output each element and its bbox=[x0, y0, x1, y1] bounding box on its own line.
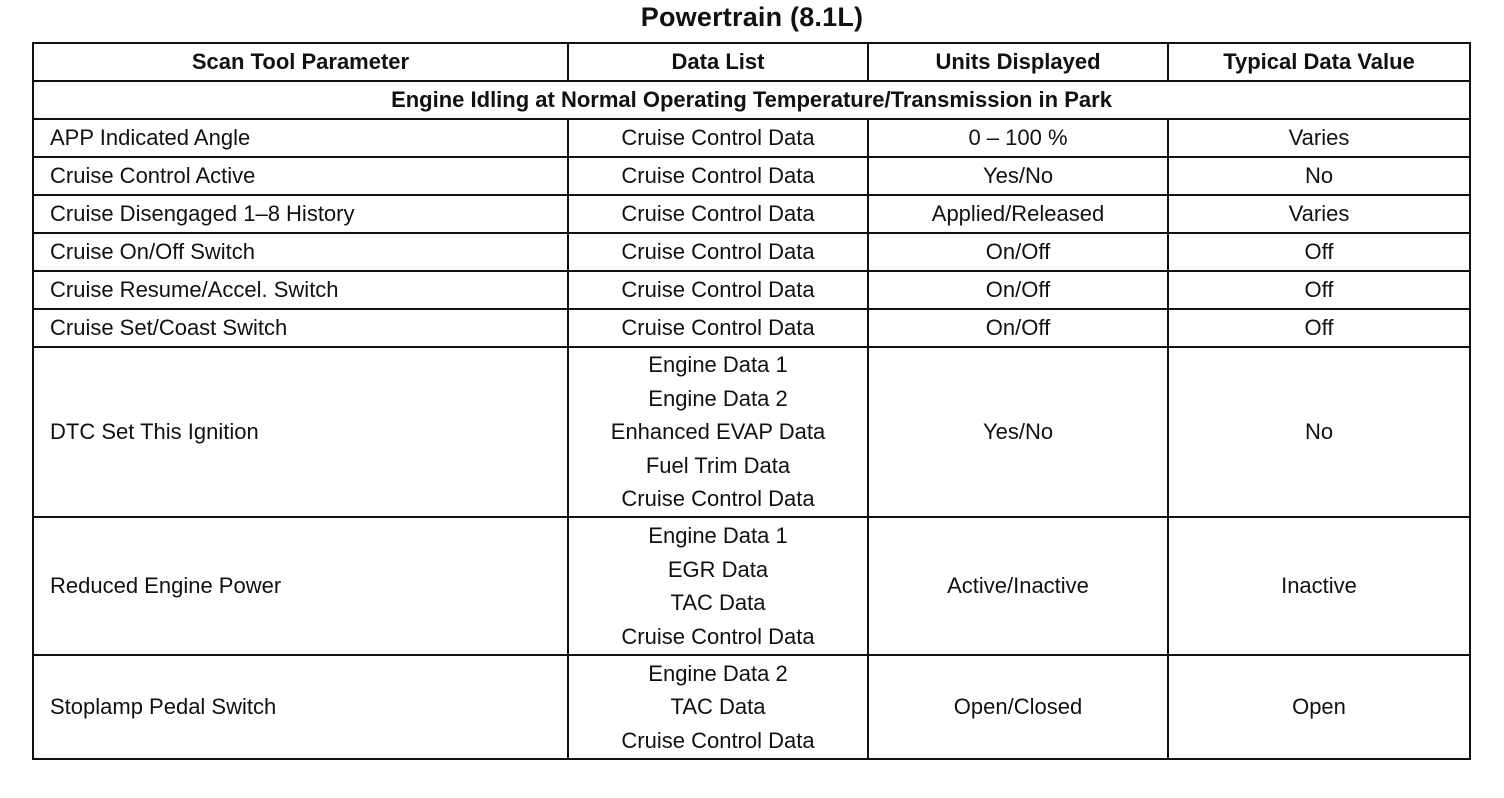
row-data-list: Cruise Control Data bbox=[568, 157, 868, 195]
row-typical-value: No bbox=[1168, 157, 1470, 195]
row-typical-value: Varies bbox=[1168, 119, 1470, 157]
row-parameter: Stoplamp Pedal Switch bbox=[33, 655, 568, 759]
data-list-item: Cruise Control Data bbox=[621, 486, 815, 512]
header-typical-data-value: Typical Data Value bbox=[1168, 43, 1470, 81]
row-data-list: Cruise Control Data bbox=[568, 119, 868, 157]
row-parameter: Cruise On/Off Switch bbox=[33, 233, 568, 271]
row-units: On/Off bbox=[868, 309, 1168, 347]
row-parameter: Cruise Set/Coast Switch bbox=[33, 309, 568, 347]
header-scan-tool-parameter: Scan Tool Parameter bbox=[33, 43, 568, 81]
row-parameter: Reduced Engine Power bbox=[33, 517, 568, 655]
row-units: Yes/No bbox=[868, 157, 1168, 195]
row-typical-value: Off bbox=[1168, 233, 1470, 271]
table-row bbox=[33, 119, 1470, 157]
operating-condition: Engine Idling at Normal Operating Temperature/Transmission in Park bbox=[33, 81, 1470, 119]
row-units: 0 – 100 % bbox=[868, 119, 1168, 157]
row-parameter: Cruise Control Active bbox=[33, 157, 568, 195]
row-data-list bbox=[568, 655, 868, 759]
data-list-item: Enhanced EVAP Data bbox=[610, 419, 826, 445]
row-data-list: Cruise Control Data bbox=[568, 195, 868, 233]
row-typical-value: Varies bbox=[1168, 195, 1470, 233]
data-list-item: Cruise Control Data bbox=[621, 727, 815, 753]
row-parameter: Cruise Resume/Accel. Switch bbox=[33, 271, 568, 309]
table-row bbox=[33, 309, 1470, 347]
table-row bbox=[33, 195, 1470, 233]
table-row bbox=[33, 517, 1470, 655]
row-data-list bbox=[568, 347, 868, 517]
scan-tool-data-table bbox=[32, 42, 1471, 760]
row-data-list: Cruise Control Data bbox=[568, 271, 868, 309]
data-list-item: Engine Data 1 bbox=[648, 523, 788, 548]
header-units-displayed: Units Displayed bbox=[868, 43, 1168, 81]
condition-row bbox=[33, 81, 1470, 119]
data-list-item: Cruise Control Data bbox=[621, 623, 815, 649]
page-title: Powertrain (8.1L) bbox=[640, 2, 864, 32]
table-row bbox=[33, 347, 1470, 517]
row-units: On/Off bbox=[868, 271, 1168, 309]
data-list-item: TAC Data bbox=[670, 590, 766, 615]
row-data-list: Cruise Control Data bbox=[568, 233, 868, 271]
row-units: Open/Closed bbox=[868, 655, 1168, 759]
data-list-item: Engine Data 1 bbox=[648, 352, 788, 378]
row-units: On/Off bbox=[868, 233, 1168, 271]
data-list-item: TAC Data bbox=[670, 694, 766, 720]
row-typical-value: Off bbox=[1168, 309, 1470, 347]
row-parameter: Cruise Disengaged 1–8 History bbox=[33, 195, 568, 233]
data-list-item: EGR Data bbox=[667, 556, 769, 582]
row-typical-value: Off bbox=[1168, 271, 1470, 309]
row-units: Active/Inactive bbox=[868, 517, 1168, 655]
row-parameter: APP Indicated Angle bbox=[33, 119, 568, 157]
row-typical-value: Open bbox=[1168, 655, 1470, 759]
data-list-item: Fuel Trim Data bbox=[645, 452, 791, 478]
table-row bbox=[33, 233, 1470, 271]
row-data-list bbox=[568, 517, 868, 655]
row-units: Yes/No bbox=[868, 347, 1168, 517]
row-parameter: DTC Set This Ignition bbox=[33, 347, 568, 517]
header-data-list: Data List bbox=[568, 43, 868, 81]
row-typical-value: Inactive bbox=[1168, 517, 1470, 655]
table-row bbox=[33, 157, 1470, 195]
row-units: Applied/Released bbox=[868, 195, 1168, 233]
row-data-list: Cruise Control Data bbox=[568, 309, 868, 347]
table-row bbox=[33, 655, 1470, 759]
data-list-item: Engine Data 2 bbox=[648, 660, 788, 686]
data-list-item: Engine Data 2 bbox=[648, 385, 788, 411]
table-header-row bbox=[33, 43, 1470, 81]
table-row bbox=[33, 271, 1470, 309]
row-typical-value: No bbox=[1168, 347, 1470, 517]
